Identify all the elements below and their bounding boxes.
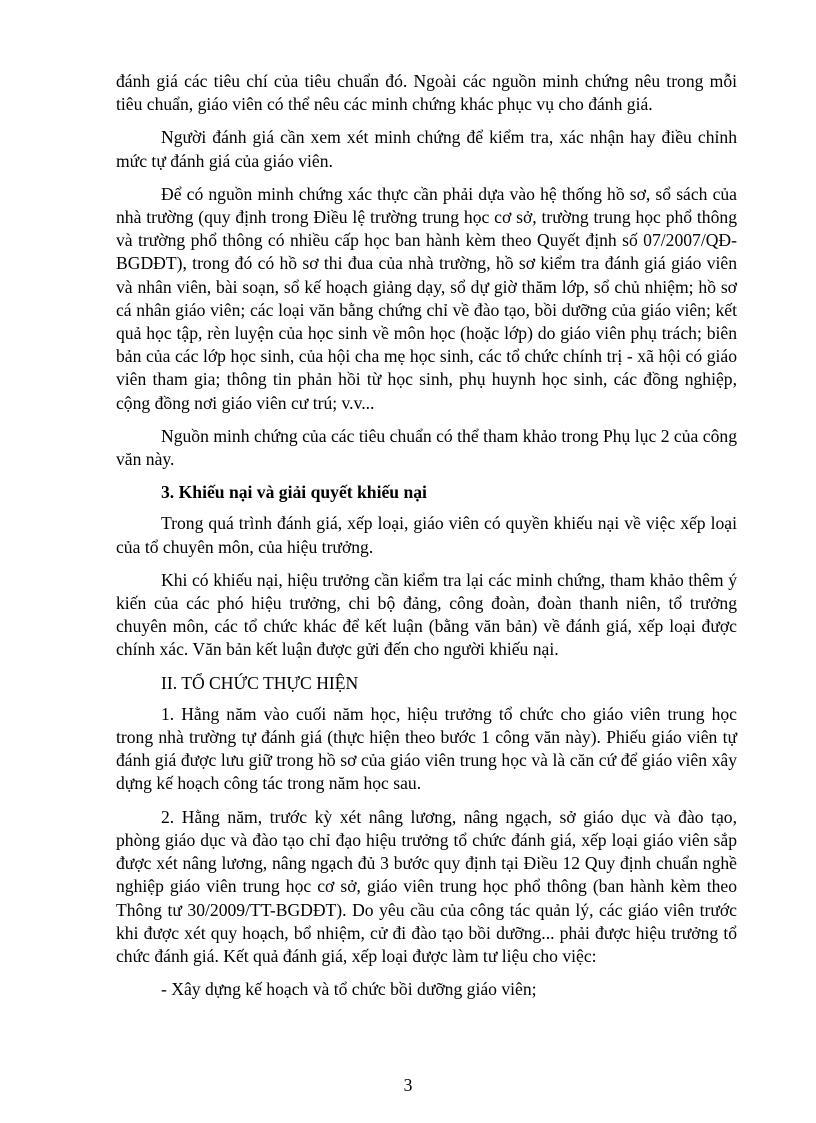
paragraph: 1. Hằng năm vào cuối năm học, hiệu trưởng tổ chức cho giáo viên trung học trong nhà trường tự đánh giá (thực hiện theo bước 1 công văn này). Phiếu giáo viên tự đánh giá được lưu giữ trong hồ sơ của giáo viên trung học và là căn cứ để giáo viên xây dựng kế hoạch công tác trong năm học sau. [116, 703, 737, 794]
page-number: 3 [403, 1075, 413, 1095]
paragraph: Trong quá trình đánh giá, xếp loại, giáo viên có quyền khiếu nại về việc xếp loại của tổ chuyên môn, của hiệu trưởng. [116, 513, 737, 557]
paragraph: đánh giá các tiêu chí của tiêu chuẩn đó. Ngoài các nguồn minh chứng nêu trong mỗi tiêu chuẩn, giáo viên có thể nêu các minh chứng khác phục vụ cho đánh giá. [116, 71, 737, 115]
section-heading: 3. Khiếu nại và giải quyết khiếu nại [161, 482, 427, 503]
section-title: II. TỔ CHỨC THỰC HIỆN [161, 672, 359, 693]
paragraph: Để có nguồn minh chứng xác thực cần phải dựa vào hệ thống hồ sơ, sổ sách của nhà trường (quy định trong Điều lệ trường trung học cơ sở, trường trung học phổ thông và trường phổ thông có nhiều cấp học ban hành kèm theo Quyết định số 07/2007/QĐ-BGDĐT), trong đó có hồ sơ thi đua của nhà trường, hồ sơ kiểm tra đánh giá giáo viên và nhân viên, bài soạn, sổ kế hoạch giảng dạy, sổ dự giờ thăm lớp, sổ chủ nhiệm; hồ sơ cá nhân giáo viên; các loại văn bằng chứng chỉ về đào tạo, bồi dưỡng của giáo viên; kết quả học tập, rèn luyện của học sinh về môn học (hoặc lớp) do giáo viên phụ trách; biên bản của các lớp học sinh, của hội cha mẹ học sinh, các tổ chức chính trị - xã hội có giáo viên tham gia; thông tin phản hồi từ học sinh, phụ huynh học sinh, các đồng nghiệp, cộng đồng nơi giáo viên cư trú; v.v... [116, 183, 737, 413]
document-body [116, 70, 737, 1011]
paragraph: Nguồn minh chứng của các tiêu chuẩn có thể tham khảo trong Phụ lục 2 của công văn này. [116, 425, 737, 470]
paragraph: 2. Hằng năm, trước kỳ xét nâng lương, nâng ngạch, sở giáo dục và đào tạo, phòng giáo dục và đào tạo chỉ đạo hiệu trưởng tổ chức đánh giá, xếp loại giáo viên sắp được xét nâng lương, nâng ngạch đủ 3 bước quy định tại Điều 12 Quy định chuẩn nghề nghiệp giáo viên trung học cơ sở, giáo viên trung học phổ thông (ban hành kèm theo Thông tư 30/2009/TT-BGDĐT). Do yêu cầu của công tác quản lý, các giáo viên trước khi được xét quy hoạch, bổ nhiệm, cử đi đào tạo bồi dưỡng... phải được hiệu trưởng tổ chức đánh giá. Kết quả đánh giá, xếp loại được làm tư liệu cho việc: [116, 806, 737, 966]
list-item: - Xây dựng kế hoạch và tổ chức bồi dưỡng giáo viên; [161, 979, 537, 1000]
paragraph: Khi có khiếu nại, hiệu trưởng cần kiểm tra lại các minh chứng, tham khảo thêm ý kiến của các phó hiệu trưởng, chi bộ đảng, công đoàn, đoàn thanh niên, tổ trưởng chuyên môn, các tổ chức khác để kết luận (bằng văn bản) về đánh giá, xếp loại được chính xác. Văn bản kết luận được gửi đến cho người khiếu nại. [116, 569, 737, 660]
paragraph: Người đánh giá cần xem xét minh chứng để kiểm tra, xác nhận hay điều chỉnh mức tự đánh giá của giáo viên. [116, 127, 737, 171]
